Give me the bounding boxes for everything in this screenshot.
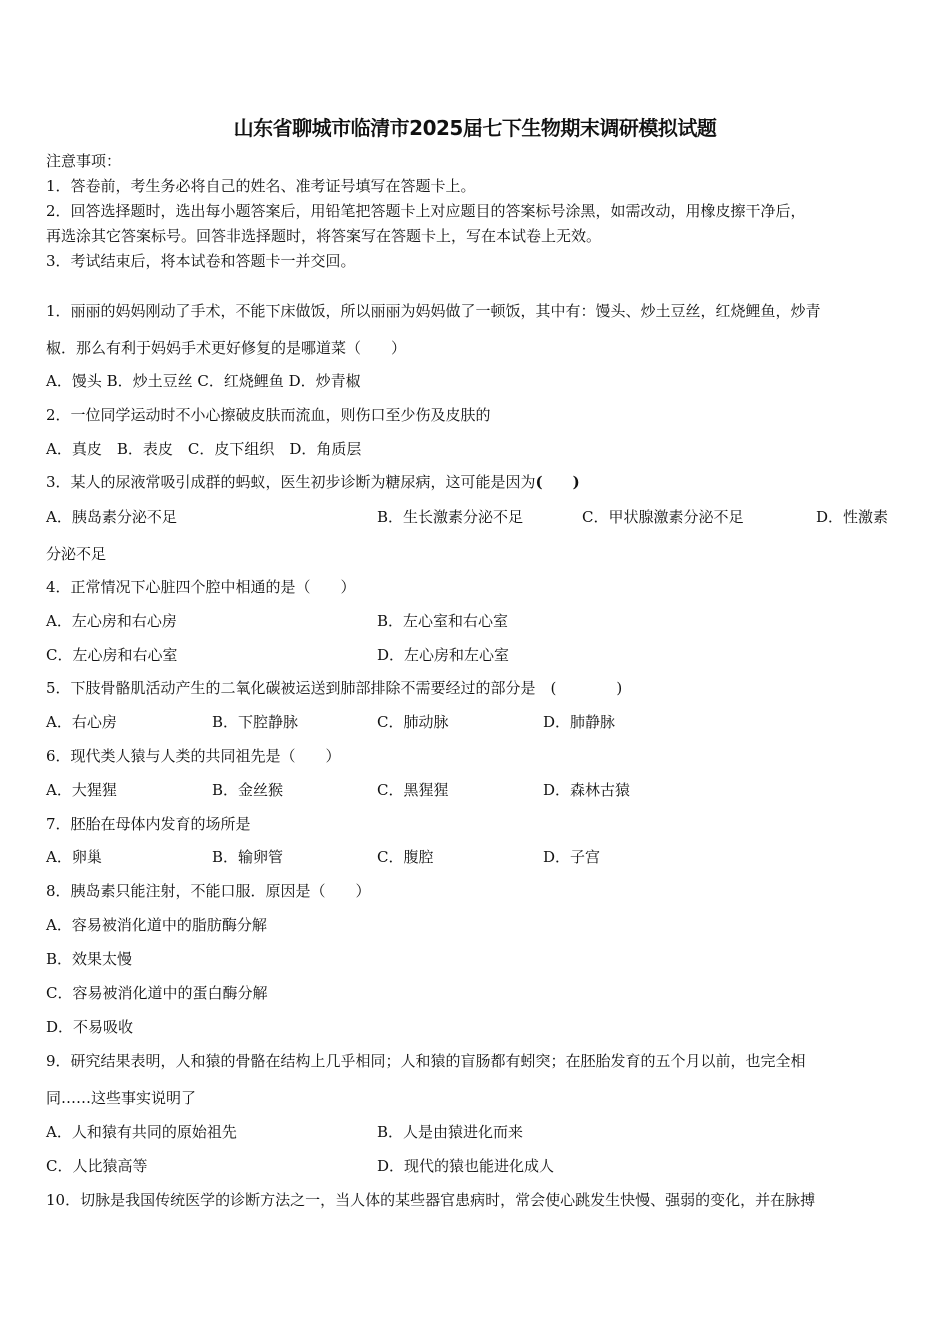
notice-item: 2．回答选择题时，选出每小题答案后，用铅笔把答题卡上对应题目的答案标号涂黑，如需改动，用橡皮擦干净后， [46,202,806,220]
question-6-stem: 6．现代类人猿与人类的共同祖先是（ ） [46,747,341,765]
question-8-option-a: A．容易被消化道中的脂肪酶分解 [46,916,267,934]
question-3-text: 3．某人的尿液常吸引成群的蚂蚁，医生初步诊断为糖尿病，这可能是因为 [46,473,536,491]
question-3-stem [46,472,580,492]
question-9-stem: 9．研究结果表明，人和猿的骨骼在结构上几乎相同；人和猿的盲肠都有蚓突；在胚胎发育的五个月以前，也完全相 [46,1052,806,1070]
question-5-option-c: C．肺动脉 [377,713,449,731]
question-4-option-c: C．左心房和右心室 [46,646,178,664]
question-8-option-c: C．容易被消化道中的蛋白酶分解 [46,984,268,1002]
question-7-stem: 7．胚胎在母体内发育的场所是 [46,815,251,833]
question-9-option-a: A．人和猿有共同的原始祖先 [46,1123,237,1141]
answer-paren: ( ) [535,473,580,491]
question-4-option-d: D．左心房和左心室 [377,646,510,664]
question-8-option-b: B．效果太慢 [46,950,133,968]
question-7-option-b: B．输卵管 [212,848,284,866]
question-5-option-d: D．肺静脉 [543,713,616,731]
question-7-option-a: A．卵巢 [46,848,102,866]
question-6-option-c: C．黑猩猩 [377,781,449,799]
question-2-options: A．真皮 B．表皮 C．皮下组织 D．角质层 [46,440,362,458]
question-6-option-b: B．金丝猴 [212,781,284,799]
question-2-stem: 2．一位同学运动时不小心擦破皮肤而流血，则伤口至少伤及皮肤的 [46,406,491,424]
question-9-stem-cont: 同……这些事实说明了 [46,1089,197,1107]
notice-item: 3．考试结束后，将本试卷和答题卡一并交回。 [46,252,356,270]
question-8-option-d: D．不易吸收 [46,1018,134,1036]
question-3-option-d: D．性激素 [816,508,889,526]
question-4-option-a: A．左心房和右心房 [46,612,177,630]
question-4-option-b: B．左心室和右心室 [377,612,509,630]
question-3-option-c: C．甲状腺激素分泌不足 [582,508,744,526]
notice-item: 1．答卷前，考生务必将自己的姓名、准考证号填写在答题卡上。 [46,177,476,195]
question-1-stem: 1．丽丽的妈妈刚动了手术，不能下床做饭，所以丽丽为妈妈做了一顿饭，其中有：馒头、炒土豆丝，红烧鲤鱼，炒青 [46,302,821,320]
question-3-option-a: A．胰岛素分泌不足 [46,508,177,526]
question-7-option-d: D．子宫 [543,848,601,866]
question-1-options: A．馒头 B．炒土豆丝 C．红烧鲤鱼 D．炒青椒 [46,372,361,390]
question-7-option-c: C．腹腔 [377,848,434,866]
question-5-stem: 5．下肢骨骼肌活动产生的二氧化碳被运送到肺部排除不需要经过的部分是 ( ) [46,679,623,697]
question-9-option-b: B．人是由猿进化而来 [377,1123,524,1141]
question-6-option-d: D．森林古猿 [543,781,631,799]
page-title: 山东省聊城市临清市2025届七下生物期末调研模拟试题 [233,116,717,140]
question-3-option-d-cont: 分泌不足 [46,545,107,563]
question-1-stem-cont: 椒．那么有利于妈妈手术更好修复的是哪道菜（ ） [46,339,407,357]
question-9-option-d: D．现代的猿也能进化成人 [377,1157,555,1175]
question-6-option-a: A．大猩猩 [46,781,117,799]
notice-item: 再选涂其它答案标号。回答非选择题时，将答案写在答题卡上，写在本试卷上无效。 [46,227,602,245]
question-5-option-a: A．右心房 [46,713,117,731]
question-8-stem: 8．胰岛素只能注射，不能口服．原因是（ ） [46,882,371,900]
question-9-option-c: C．人比猿高等 [46,1157,148,1175]
question-5-option-b: B．下腔静脉 [212,713,299,731]
question-10-stem: 10．切脉是我国传统医学的诊断方法之一，当人体的某些器官患病时，常会使心跳发生快慢、强弱的变化，并在脉搏 [46,1191,816,1209]
notice-heading: 注意事项： [46,152,122,170]
question-4-stem: 4．正常情况下心脏四个腔中相通的是（ ） [46,578,356,596]
question-3-option-b: B．生长激素分泌不足 [377,508,524,526]
